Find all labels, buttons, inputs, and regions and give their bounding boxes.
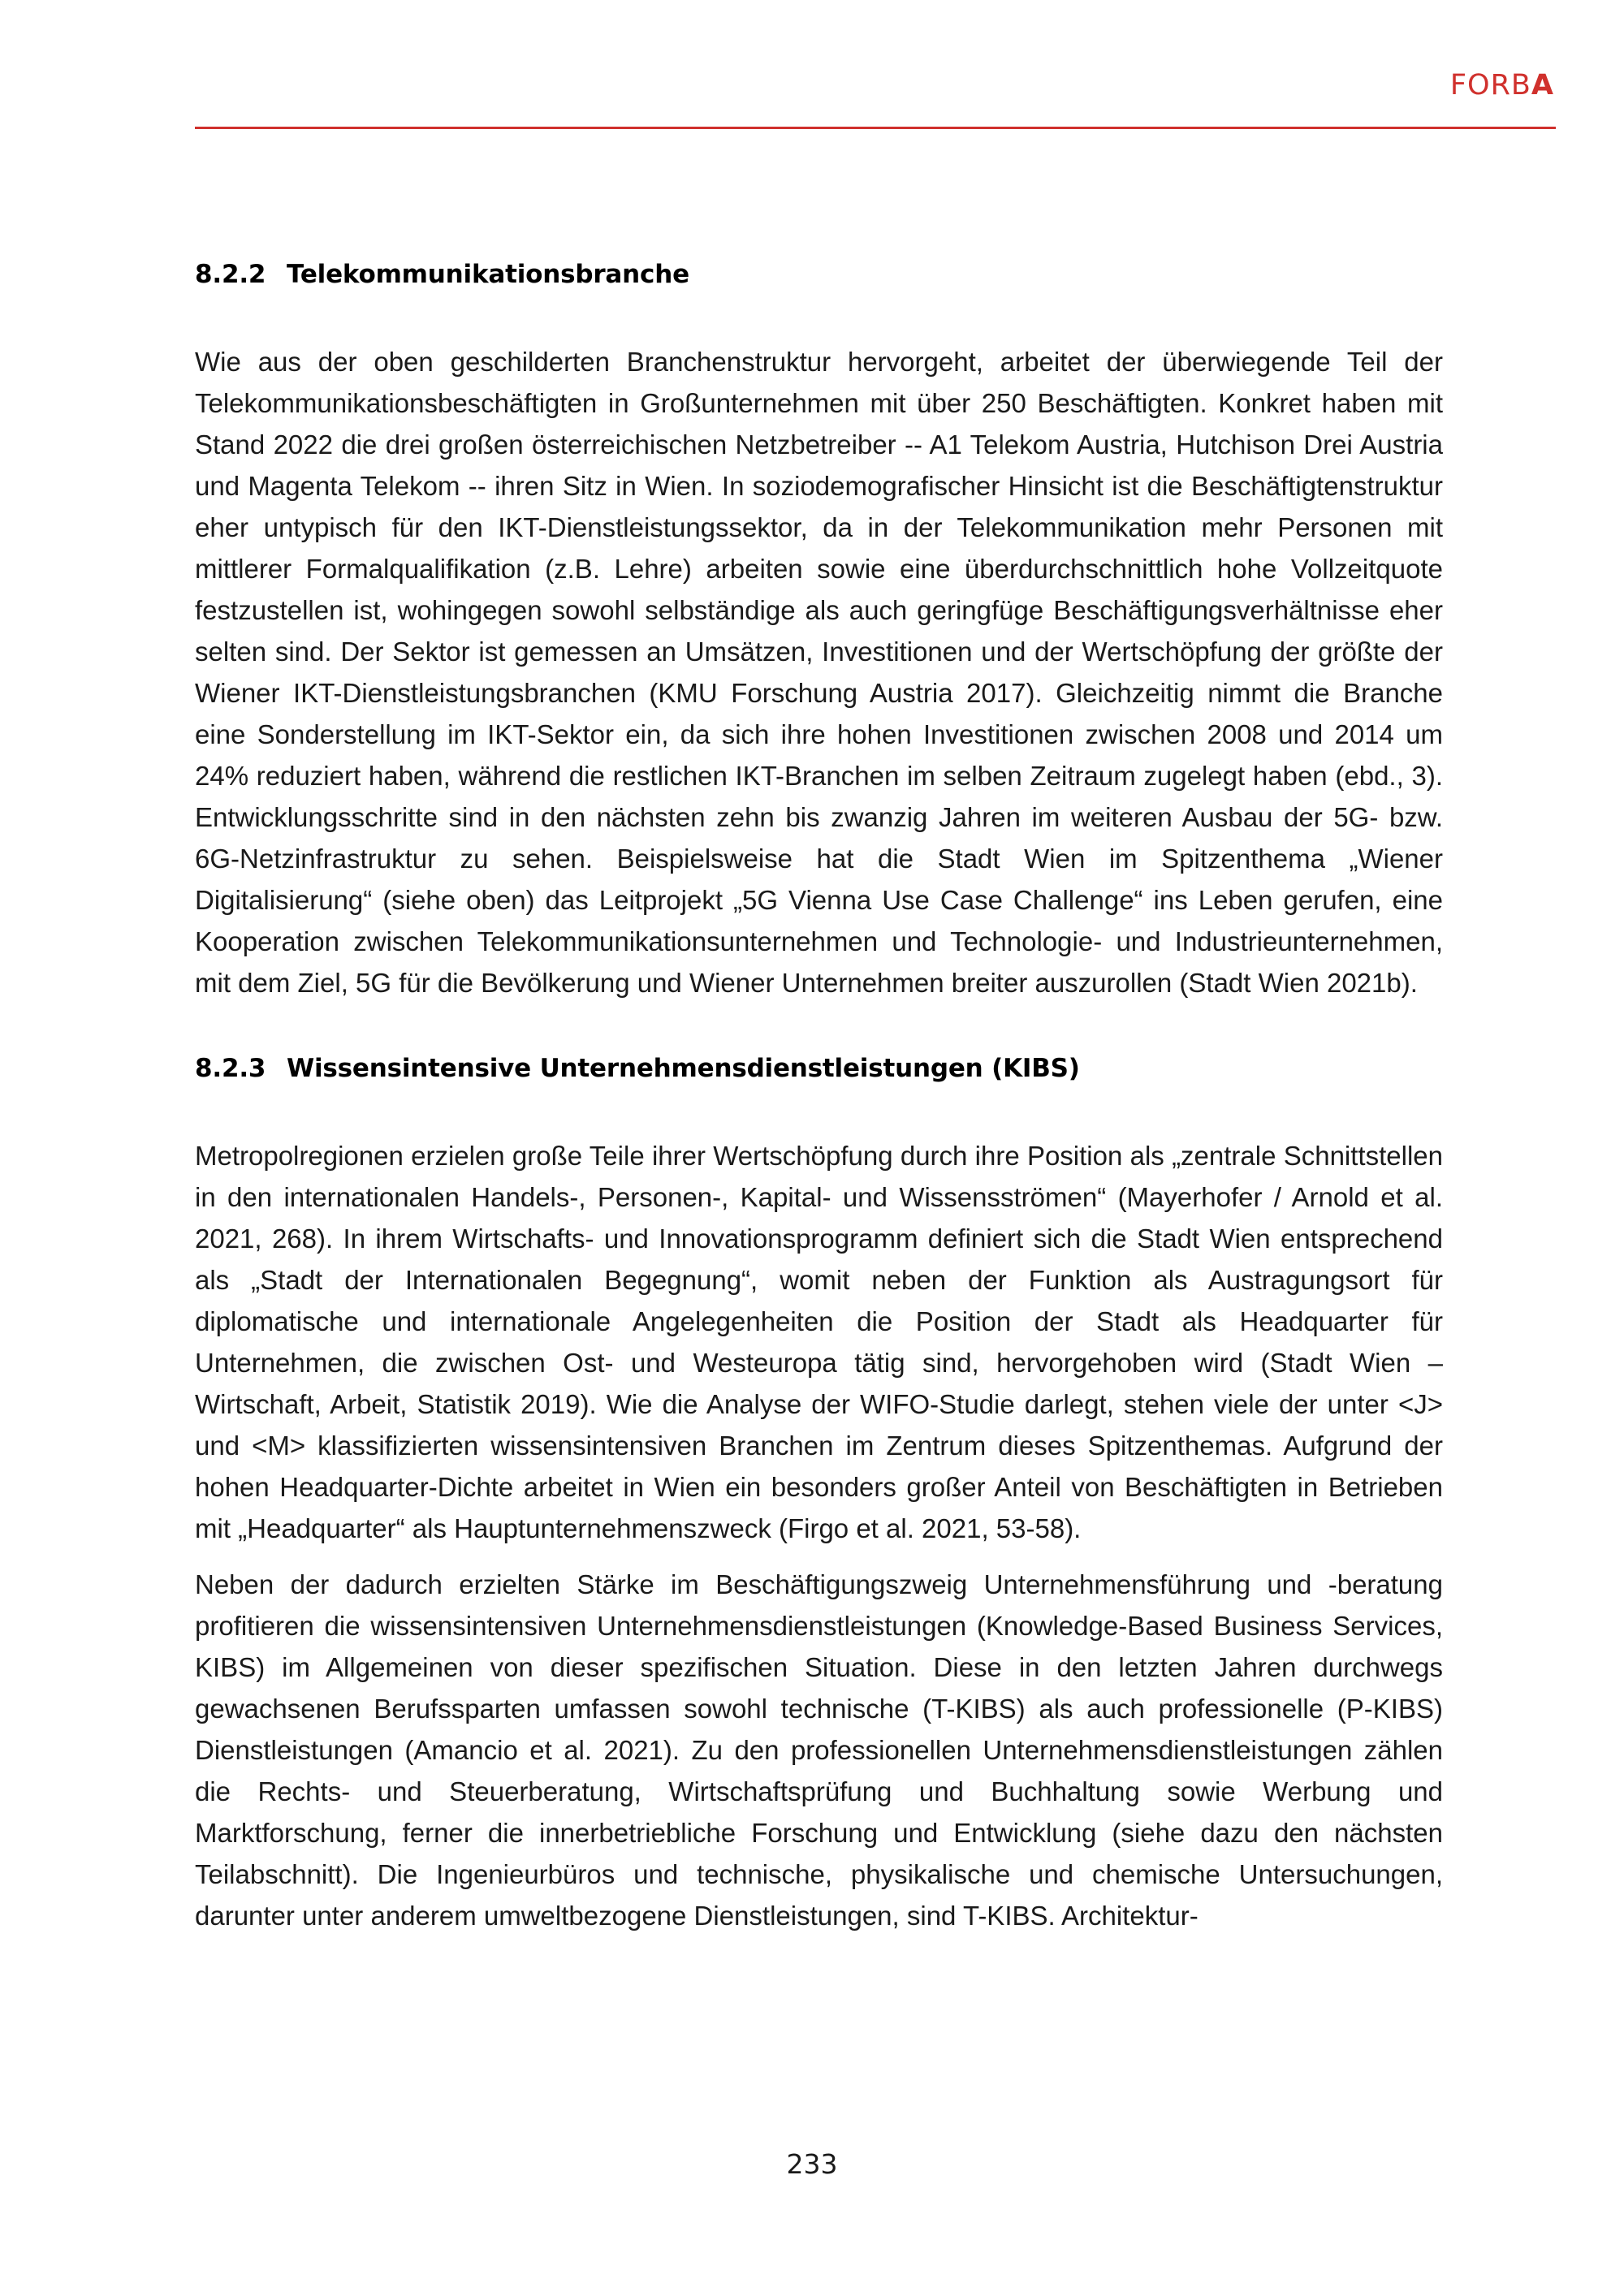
- page-number: 233: [786, 2148, 838, 2180]
- header-divider: [195, 127, 1556, 129]
- section-title: Wissensintensive Unternehmensdienstleistungen (KIBS): [287, 1054, 1080, 1083]
- section-title: Telekommunikationsbranche: [287, 260, 689, 289]
- section-heading-8-2-3: [195, 1052, 1443, 1085]
- paragraph-kibs-1: Metropolregionen erzielen große Teile ihrer Wertschöpfung durch ihre Position als „zentrale Schnittstellen in den internationalen Handels-, Personen-, Kapital- und Wissensströmen“ (Mayerhofer / Arnold et al. 2021, 268). In ihrem Wirtschafts- und Innovationsprogramm definiert sich die Stadt Wien entsprechend als „Stadt der Internationalen Begegnung“, womit neben der Funktion als Austragungsort für diplomatische und internationale Angelegenheiten die Position der Stadt als Headquarter für Unternehmen, die zwischen Ost- und Westeuropa tätig sind, hervorgehoben wird (Stadt Wien – Wirtschaft, Arbeit, Statistik 2019). Wie die Analyse der WIFO-Studie darlegt, stehen viele der unter <J> und <M> klassifizierten wissensintensiven Branchen im Zentrum dieses Spitzenthemas. Aufgrund der hohen Headquarter-Dichte arbeitet in Wien ein besonders großer Anteil von Beschäftigten in Betrieben mit „Headquarter“ als Hauptunternehmenszweck (Firgo et al. 2021, 53-58).: [195, 1141, 1443, 1543]
- section-heading-8-2-2: [195, 258, 1443, 291]
- page-content: [195, 258, 1443, 1936]
- paragraph-kibs-2: Neben der dadurch erzielten Stärke im Beschäftigungszweig Unternehmensführung und -beratung profitieren die wissensintensiven Unternehmensdienstleistungen (Knowledge-Based Business Services, KIBS) im Allgemeinen von dieser spezifischen Situation. Diese in den letzten Jahren durchwegs gewachsenen Berufssparten umfassen sowohl technische (T-KIBS) als auch professionelle (P-KIBS) Dienstleistungen (Amancio et al. 2021). Zu den professionellen Unternehmensdienstleistungen zählen die Rechts- und Steuerberatung, Wirtschaftsprüfung und Buchhaltung sowie Werbung und Marktforschung, ferner die innerbetriebliche Forschung und Entwicklung (siehe dazu den nächsten Teilabschnitt). Die Ingenieurbüros und technische, physikalische und chemische Untersuchungen, darunter unter anderem umweltbezogene Dienstleistungen, sind T-KIBS. Architektur-: [195, 1569, 1443, 1931]
- logo-bold-text: A: [1531, 69, 1554, 101]
- forba-logo: [1450, 71, 1554, 100]
- logo-regular-text: FORB: [1449, 69, 1531, 101]
- section-number: 8.2.2: [195, 260, 266, 289]
- paragraph-telekommunikation: Wie aus der oben geschilderten Branchenstruktur hervorgeht, arbeitet der überwiegende Teil der Telekommunikationsbeschäftigten in Großunternehmen mit über 250 Beschäftigten. Konkret haben mit Stand 2022 die drei großen österreichischen Netzbetreiber -- A1 Telekom Austria, Hutchison Drei Austria und Magenta Telekom -- ihren Sitz in Wien. In soziodemografischer Hinsicht ist die Beschäftigtenstruktur eher untypisch für den IKT-Dienstleistungssektor, da in der Telekommunikation mehr Personen mit mittlerer Formalqualifikation (z.B. Lehre) arbeiten sowie eine überdurchschnittlich hohe Vollzeitquote festzustellen ist, wohingegen sowohl selbständige als auch geringfüge Beschäftigungsverhältnisse eher selten sind. Der Sektor ist gemessen an Umsätzen, Investitionen und der Wertschöpfung der größte der Wiener IKT-Dienstleistungsbranchen (KMU Forschung Austria 2017). Gleichzeitig nimmt die Branche eine Sonderstellung im IKT-Sektor ein, da sich ihre hohen Investitionen zwischen 2008 und 2014 um 24% reduziert haben, während die restlichen IKT-Branchen im selben Zeitraum zugelegt haben (ebd., 3). Entwicklungsschritte sind in den nächsten zehn bis zwanzig Jahren im weiteren Ausbau der 5G- bzw. 6G-Netzinfrastruktur zu sehen. Beispielsweise hat die Stadt Wien im Spitzenthema „Wiener Digitalisierung“ (siehe oben) das Leitprojekt „5G Vienna Use Case Challenge“ ins Leben gerufen, eine Kooperation zwischen Telekommunikationsunternehmen und Technologie- und Industrieunternehmen, mit dem Ziel, 5G für die Bevölkerung und Wiener Unternehmen breiter auszurollen (Stadt Wien 2021b).: [195, 347, 1443, 998]
- section-number: 8.2.3: [195, 1054, 266, 1083]
